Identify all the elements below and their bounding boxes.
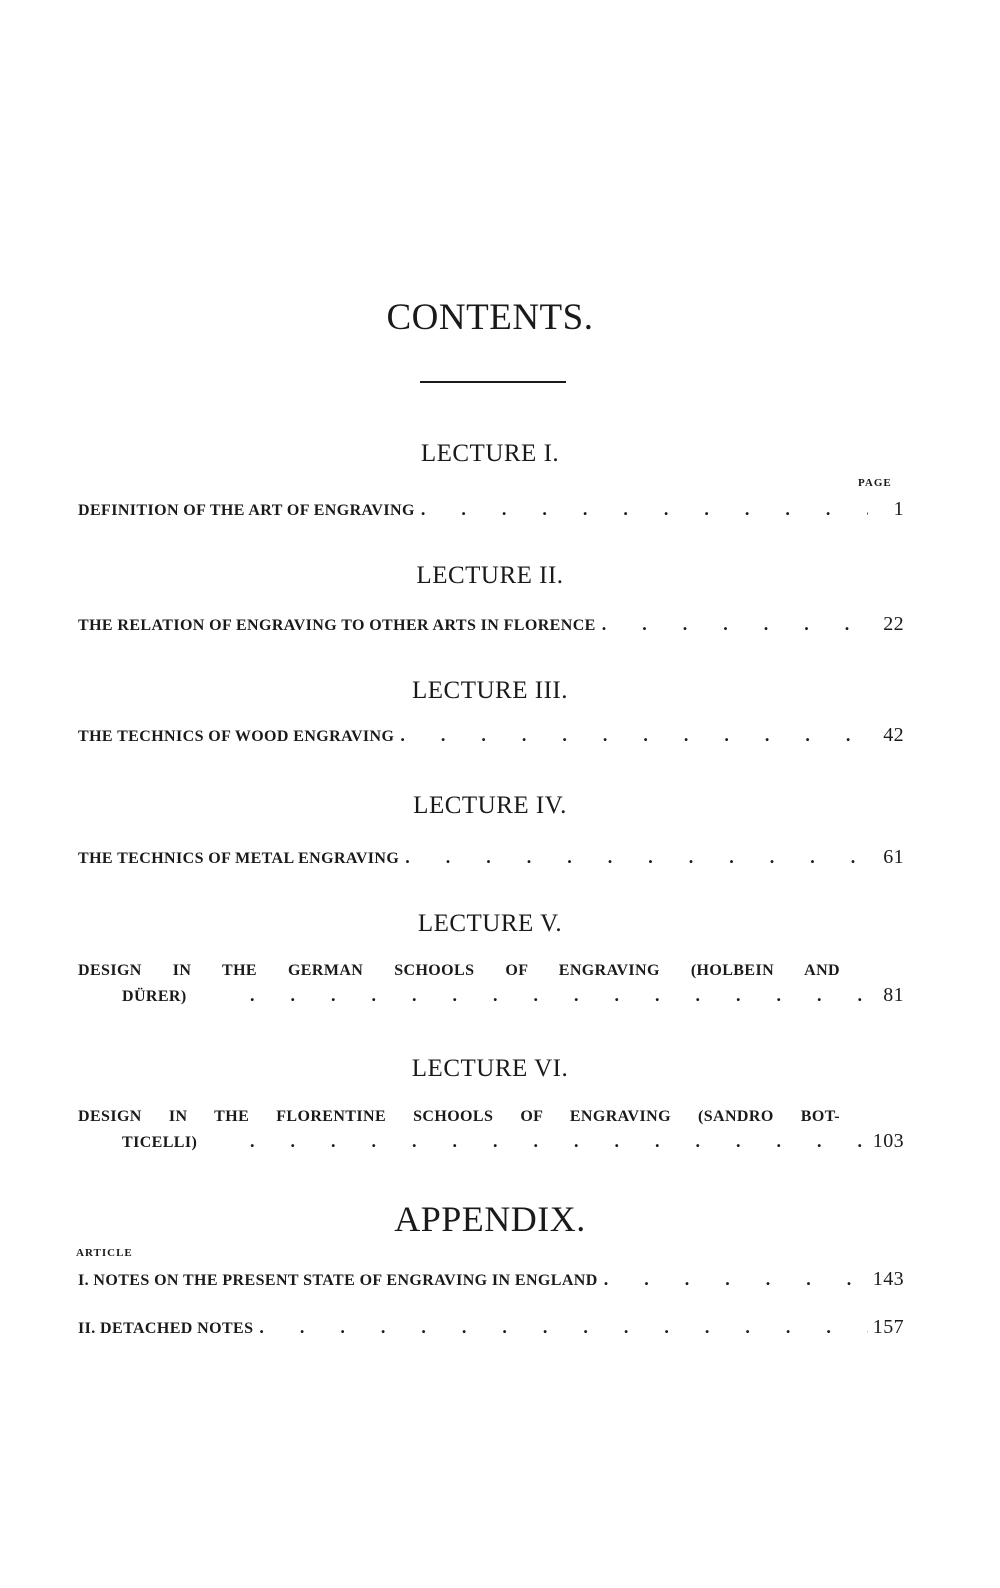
article-column-label: ARTICLE xyxy=(76,1247,133,1259)
toc-entry-lecture-2[interactable] xyxy=(78,613,904,636)
entry-title: THE RELATION OF ENGRAVING TO OTHER ARTS IN FLORENCE xyxy=(78,617,596,634)
lecture-heading-4: LECTURE IV. xyxy=(413,792,567,819)
entry-title-line-2-row xyxy=(78,984,904,1007)
leader-dots xyxy=(598,1269,868,1290)
page-column-label: PAGE xyxy=(858,477,892,489)
lecture-heading-3: LECTURE III. xyxy=(412,677,568,704)
page-number: 81 xyxy=(883,984,904,1006)
leader-dots xyxy=(596,614,868,635)
page-number: 103 xyxy=(872,1130,904,1152)
leader-dots xyxy=(415,499,868,520)
toc-entry-lecture-5[interactable] xyxy=(78,962,904,1007)
appendix-heading: APPENDIX. xyxy=(394,1199,586,1239)
page-number: 61 xyxy=(883,846,904,868)
entry-title: DEFINITION OF THE ART OF ENGRAVING xyxy=(78,502,415,519)
leader-dots xyxy=(253,1317,868,1338)
entry-title: I. NOTES ON THE PRESENT STATE OF ENGRAVING IN ENGLAND xyxy=(78,1272,598,1289)
page-number: 22 xyxy=(883,613,904,635)
entry-title: II. DETACHED NOTES xyxy=(78,1320,254,1337)
toc-entry-lecture-6[interactable] xyxy=(78,1108,904,1153)
entry-title: THE TECHNICS OF WOOD ENGRAVING xyxy=(78,728,395,745)
toc-entry-appendix-1[interactable] xyxy=(78,1268,904,1291)
lecture-heading-2: LECTURE II. xyxy=(416,562,564,589)
toc-entry-lecture-4[interactable] xyxy=(78,846,904,869)
leader-dots xyxy=(394,725,868,746)
leader-dots xyxy=(399,847,868,868)
page-number: 1 xyxy=(893,498,904,520)
page-number: 42 xyxy=(883,724,904,746)
entry-title-line-2: DÜRER) xyxy=(122,988,187,1005)
entry-title-line-2: TICELLI) xyxy=(122,1134,198,1151)
entry-title-line-1: DESIGN IN THE FLORENTINE SCHOOLS OF ENGRAVING (SANDRO BOT- xyxy=(78,1108,840,1125)
page-title: CONTENTS. xyxy=(386,297,594,338)
lecture-heading-5: LECTURE V. xyxy=(417,910,563,937)
page-number: 157 xyxy=(872,1316,904,1338)
lecture-heading-6: LECTURE VI. xyxy=(411,1055,569,1082)
toc-entry-appendix-2[interactable] xyxy=(78,1316,904,1339)
entry-title-line-2-row xyxy=(78,1130,904,1153)
leader-dots xyxy=(187,985,868,1006)
leader-dots xyxy=(197,1131,868,1152)
lecture-heading-1: LECTURE I. xyxy=(420,440,560,467)
entry-title-line-1: DESIGN IN THE GERMAN SCHOOLS OF ENGRAVING (HOLBEIN AND xyxy=(78,962,840,979)
page-number: 143 xyxy=(872,1268,904,1290)
toc-entry-lecture-1[interactable] xyxy=(78,498,904,521)
toc-entry-lecture-3[interactable] xyxy=(78,724,904,747)
title-rule xyxy=(420,381,566,383)
entry-title: THE TECHNICS OF METAL ENGRAVING xyxy=(78,850,400,867)
